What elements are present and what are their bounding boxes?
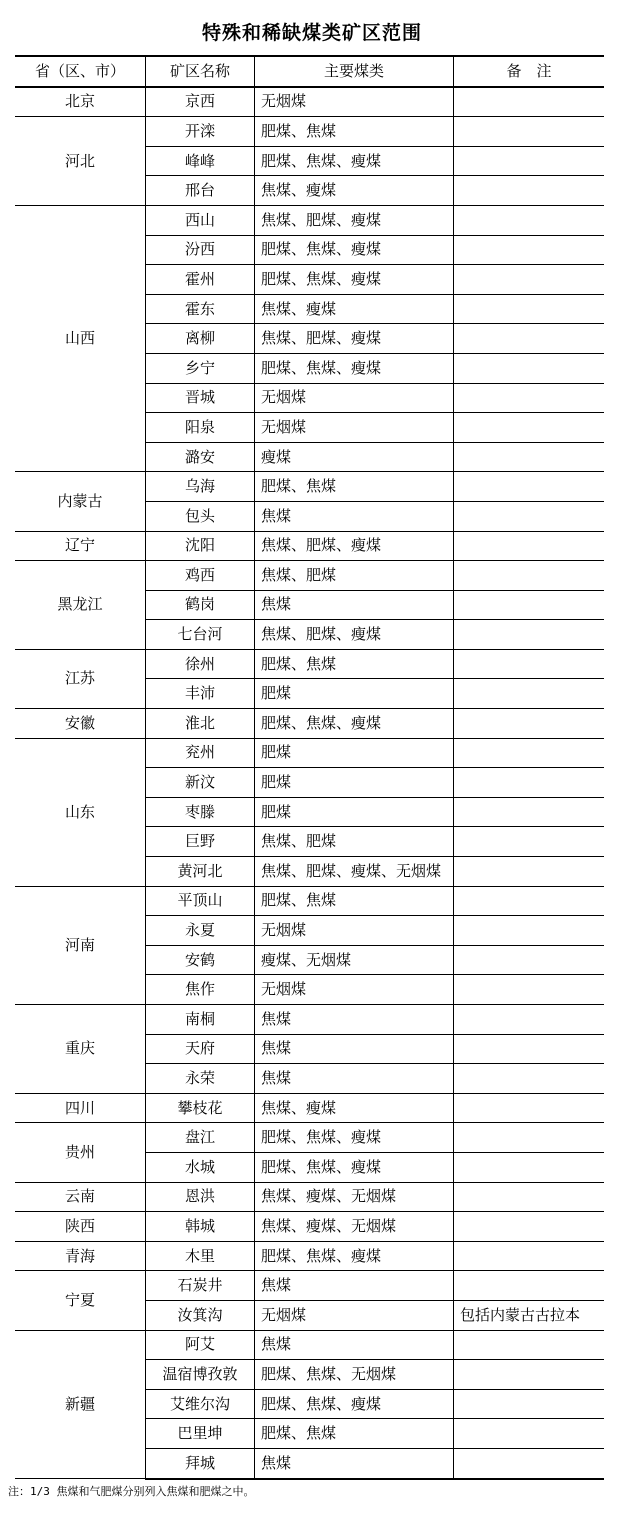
table-row xyxy=(15,87,604,117)
coal-type-cell: 肥煤、焦煤 xyxy=(255,649,454,679)
remark-cell xyxy=(454,1123,605,1153)
coal-type-cell: 无烟煤 xyxy=(255,413,454,443)
coal-type-cell: 肥煤、焦煤 xyxy=(255,117,454,147)
coal-type-cell: 无烟煤 xyxy=(255,383,454,413)
remark-cell xyxy=(454,1448,605,1478)
remark-cell xyxy=(454,1271,605,1301)
mining-area-cell: 乌海 xyxy=(146,472,255,502)
remark-cell xyxy=(454,797,605,827)
mining-area-cell: 永荣 xyxy=(146,1064,255,1094)
coal-type-cell: 肥煤、焦煤、瘦煤 xyxy=(255,1123,454,1153)
remark-cell xyxy=(454,87,605,117)
remark-cell xyxy=(454,413,605,443)
page-title: 特殊和稀缺煤类矿区范围 xyxy=(201,22,422,44)
table-row xyxy=(15,472,604,502)
coal-type-cell: 肥煤、焦煤、瘦煤 xyxy=(255,1152,454,1182)
mining-area-cell: 离柳 xyxy=(146,324,255,354)
mining-area-cell: 峰峰 xyxy=(146,146,255,176)
province-cell: 安徽 xyxy=(15,709,146,739)
remark-cell xyxy=(454,1212,605,1242)
mining-area-cell: 拜城 xyxy=(146,1448,255,1478)
mining-area-cell: 石炭井 xyxy=(146,1271,255,1301)
table-row xyxy=(15,738,604,768)
remark-cell xyxy=(454,738,605,768)
coal-type-cell: 肥煤、焦煤 xyxy=(255,472,454,502)
remark-cell xyxy=(454,975,605,1005)
province-cell: 青海 xyxy=(15,1241,146,1271)
remark-cell xyxy=(454,1034,605,1064)
mining-area-cell: 安鹤 xyxy=(146,945,255,975)
province-cell: 新疆 xyxy=(15,1330,146,1478)
remark-cell xyxy=(454,1005,605,1035)
coal-area-table xyxy=(15,55,604,1480)
remark-cell xyxy=(454,768,605,798)
table-row xyxy=(15,709,604,739)
remark-cell xyxy=(454,117,605,147)
remark-cell xyxy=(454,1419,605,1449)
remark-cell xyxy=(454,442,605,472)
coal-type-cell: 焦煤、瘦煤 xyxy=(255,176,454,206)
coal-type-cell: 肥煤、焦煤 xyxy=(255,886,454,916)
coal-type-cell: 无烟煤 xyxy=(255,916,454,946)
mining-area-cell: 鹤岗 xyxy=(146,590,255,620)
province-cell: 山西 xyxy=(15,205,146,471)
table-row xyxy=(15,1093,604,1123)
coal-type-cell: 焦煤 xyxy=(255,501,454,531)
coal-type-cell: 焦煤 xyxy=(255,590,454,620)
coal-type-cell: 焦煤、肥煤、瘦煤 xyxy=(255,324,454,354)
mining-area-cell: 七台河 xyxy=(146,620,255,650)
coal-type-cell: 瘦煤 xyxy=(255,442,454,472)
table-row xyxy=(15,561,604,591)
table-row xyxy=(15,1005,604,1035)
coal-type-cell: 焦煤 xyxy=(255,1064,454,1094)
coal-type-cell: 焦煤、肥煤、瘦煤 xyxy=(255,531,454,561)
coal-type-cell: 肥煤、焦煤、瘦煤 xyxy=(255,146,454,176)
header-province: 省（区、市） xyxy=(15,56,146,87)
remark-cell xyxy=(454,916,605,946)
coal-type-cell: 焦煤 xyxy=(255,1271,454,1301)
coal-type-cell: 瘦煤、无烟煤 xyxy=(255,945,454,975)
mining-area-cell: 鸡西 xyxy=(146,561,255,591)
province-cell: 宁夏 xyxy=(15,1271,146,1330)
table-row xyxy=(15,1123,604,1153)
mining-area-cell: 永夏 xyxy=(146,916,255,946)
table-row xyxy=(15,205,604,235)
coal-type-cell: 焦煤、瘦煤、无烟煤 xyxy=(255,1212,454,1242)
mining-area-cell: 包头 xyxy=(146,501,255,531)
table-row xyxy=(15,1182,604,1212)
header-mining-area: 矿区名称 xyxy=(146,56,255,87)
mining-area-cell: 淮北 xyxy=(146,709,255,739)
remark-cell xyxy=(454,146,605,176)
coal-type-cell: 焦煤、肥煤、瘦煤 xyxy=(255,205,454,235)
province-cell: 重庆 xyxy=(15,1005,146,1094)
remark-cell xyxy=(454,294,605,324)
header-remark: 备 注 xyxy=(454,56,605,87)
remark-cell: 包括内蒙古古拉本 xyxy=(454,1300,605,1330)
mining-area-cell: 潞安 xyxy=(146,442,255,472)
coal-type-cell: 肥煤 xyxy=(255,797,454,827)
remark-cell xyxy=(454,383,605,413)
remark-cell xyxy=(454,857,605,887)
remark-cell xyxy=(454,1093,605,1123)
mining-area-cell: 盘江 xyxy=(146,1123,255,1153)
mining-area-cell: 恩洪 xyxy=(146,1182,255,1212)
mining-area-cell: 平顶山 xyxy=(146,886,255,916)
remark-cell xyxy=(454,531,605,561)
remark-cell xyxy=(454,886,605,916)
remark-cell xyxy=(454,1064,605,1094)
coal-type-cell: 肥煤、焦煤、瘦煤 xyxy=(255,1389,454,1419)
province-cell: 辽宁 xyxy=(15,531,146,561)
mining-area-cell: 京西 xyxy=(146,87,255,117)
remark-cell xyxy=(454,590,605,620)
mining-area-cell: 西山 xyxy=(146,205,255,235)
remark-cell xyxy=(454,324,605,354)
mining-area-cell: 邢台 xyxy=(146,176,255,206)
remark-cell xyxy=(454,472,605,502)
coal-type-cell: 肥煤、焦煤、瘦煤 xyxy=(255,353,454,383)
mining-area-cell: 枣滕 xyxy=(146,797,255,827)
remark-cell xyxy=(454,679,605,709)
remark-cell xyxy=(454,1152,605,1182)
coal-type-cell: 焦煤 xyxy=(255,1034,454,1064)
coal-type-cell: 焦煤、肥煤 xyxy=(255,561,454,591)
province-cell: 山东 xyxy=(15,738,146,886)
coal-type-cell: 焦煤、肥煤、瘦煤、无烟煤 xyxy=(255,857,454,887)
remark-cell xyxy=(454,827,605,857)
remark-cell xyxy=(454,649,605,679)
footnote: 注：1/3 焦煤和气肥煤分别列入焦煤和肥煤之中。 xyxy=(8,1485,255,1498)
table-row xyxy=(15,117,604,147)
coal-type-cell: 焦煤 xyxy=(255,1448,454,1478)
coal-type-cell: 肥煤、焦煤、无烟煤 xyxy=(255,1360,454,1390)
province-cell: 内蒙古 xyxy=(15,472,146,531)
province-cell: 贵州 xyxy=(15,1123,146,1182)
mining-area-cell: 沈阳 xyxy=(146,531,255,561)
mining-area-cell: 温宿博孜敦 xyxy=(146,1360,255,1390)
coal-type-cell: 肥煤、焦煤 xyxy=(255,1419,454,1449)
remark-cell xyxy=(454,1241,605,1271)
remark-cell xyxy=(454,561,605,591)
remark-cell xyxy=(454,620,605,650)
mining-area-cell: 开滦 xyxy=(146,117,255,147)
coal-type-cell: 肥煤 xyxy=(255,768,454,798)
province-cell: 北京 xyxy=(15,87,146,117)
coal-type-cell: 焦煤 xyxy=(255,1005,454,1035)
table-row xyxy=(15,1212,604,1242)
mining-area-cell: 韩城 xyxy=(146,1212,255,1242)
remark-cell xyxy=(454,1360,605,1390)
coal-type-cell: 焦煤、肥煤 xyxy=(255,827,454,857)
mining-area-cell: 乡宁 xyxy=(146,353,255,383)
remark-cell xyxy=(454,1330,605,1360)
province-cell: 河南 xyxy=(15,886,146,1004)
coal-type-cell: 肥煤、焦煤、瘦煤 xyxy=(255,265,454,295)
coal-type-cell: 焦煤、肥煤、瘦煤 xyxy=(255,620,454,650)
mining-area-cell: 南桐 xyxy=(146,1005,255,1035)
coal-type-cell: 肥煤、焦煤、瘦煤 xyxy=(255,1241,454,1271)
mining-area-cell: 兖州 xyxy=(146,738,255,768)
coal-type-cell: 焦煤、瘦煤、无烟煤 xyxy=(255,1182,454,1212)
remark-cell xyxy=(454,709,605,739)
mining-area-cell: 巨野 xyxy=(146,827,255,857)
mining-area-cell: 晋城 xyxy=(146,383,255,413)
coal-type-cell: 焦煤、瘦煤 xyxy=(255,1093,454,1123)
remark-cell xyxy=(454,1182,605,1212)
province-cell: 四川 xyxy=(15,1093,146,1123)
coal-type-cell: 焦煤、瘦煤 xyxy=(255,294,454,324)
table-row xyxy=(15,1271,604,1301)
province-cell: 陕西 xyxy=(15,1212,146,1242)
mining-area-cell: 汾西 xyxy=(146,235,255,265)
table-header-row xyxy=(15,56,604,87)
mining-area-cell: 攀枝花 xyxy=(146,1093,255,1123)
table-row xyxy=(15,531,604,561)
mining-area-cell: 焦作 xyxy=(146,975,255,1005)
mining-area-cell: 水城 xyxy=(146,1152,255,1182)
remark-cell xyxy=(454,205,605,235)
coal-type-cell: 焦煤 xyxy=(255,1330,454,1360)
province-cell: 云南 xyxy=(15,1182,146,1212)
header-coal-type: 主要煤类 xyxy=(255,56,454,87)
table-row xyxy=(15,1241,604,1271)
table-row xyxy=(15,886,604,916)
province-cell: 黑龙江 xyxy=(15,561,146,650)
mining-area-cell: 汝箕沟 xyxy=(146,1300,255,1330)
coal-type-cell: 肥煤 xyxy=(255,679,454,709)
coal-type-cell: 肥煤、焦煤、瘦煤 xyxy=(255,709,454,739)
coal-type-cell: 无烟煤 xyxy=(255,87,454,117)
table-row xyxy=(15,1330,604,1360)
mining-area-cell: 徐州 xyxy=(146,649,255,679)
coal-type-cell: 肥煤 xyxy=(255,738,454,768)
province-cell: 江苏 xyxy=(15,649,146,708)
mining-area-cell: 新汶 xyxy=(146,768,255,798)
mining-area-cell: 木里 xyxy=(146,1241,255,1271)
remark-cell xyxy=(454,945,605,975)
table-body xyxy=(15,87,604,1479)
mining-area-cell: 霍东 xyxy=(146,294,255,324)
remark-cell xyxy=(454,501,605,531)
province-cell: 河北 xyxy=(15,117,146,206)
mining-area-cell: 巴里坤 xyxy=(146,1419,255,1449)
remark-cell xyxy=(454,235,605,265)
coal-type-cell: 无烟煤 xyxy=(255,975,454,1005)
mining-area-cell: 阳泉 xyxy=(146,413,255,443)
coal-type-cell: 肥煤、焦煤、瘦煤 xyxy=(255,235,454,265)
remark-cell xyxy=(454,1389,605,1419)
remark-cell xyxy=(454,353,605,383)
mining-area-cell: 黄河北 xyxy=(146,857,255,887)
remark-cell xyxy=(454,265,605,295)
mining-area-cell: 天府 xyxy=(146,1034,255,1064)
table-row xyxy=(15,649,604,679)
mining-area-cell: 艾维尔沟 xyxy=(146,1389,255,1419)
mining-area-cell: 丰沛 xyxy=(146,679,255,709)
remark-cell xyxy=(454,176,605,206)
mining-area-cell: 霍州 xyxy=(146,265,255,295)
coal-type-cell: 无烟煤 xyxy=(255,1300,454,1330)
mining-area-cell: 阿艾 xyxy=(146,1330,255,1360)
